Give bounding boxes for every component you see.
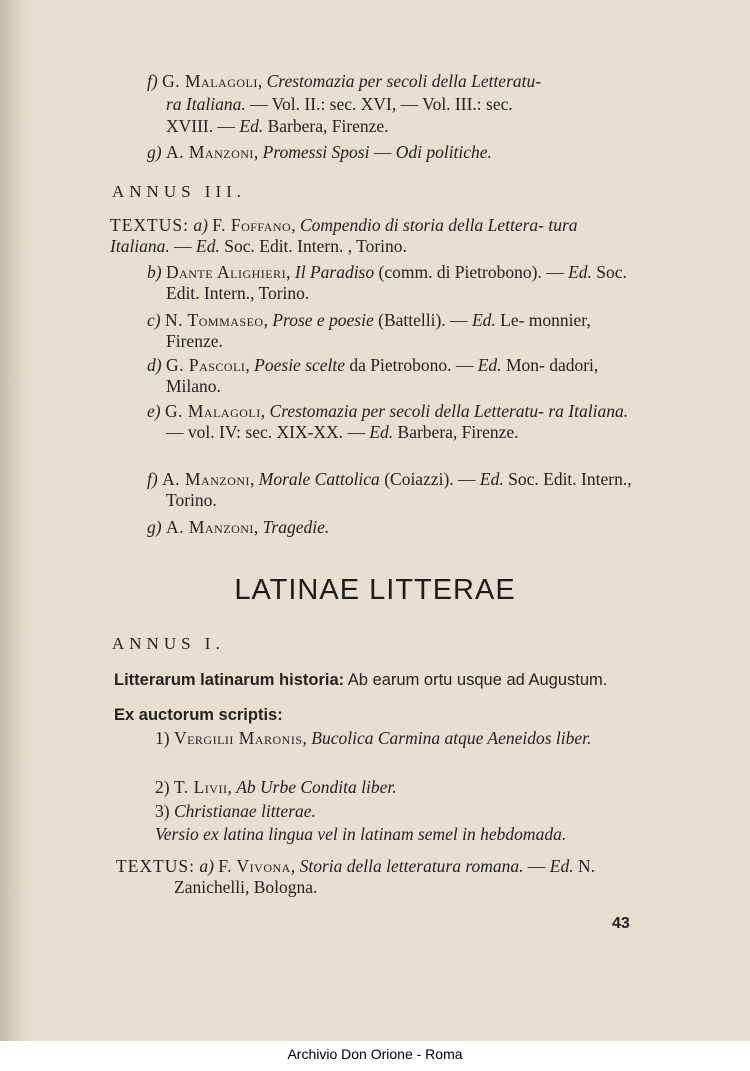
list-item: d) G. Pascoli, Poesie scelte da Pietrobono. — Ed. Mon- dadori, Milano. (147, 355, 599, 396)
list-item: TEXTUS: a) F. Foffano, Compendio di storia della Lettera- tura Italiana. — Ed. Soc. Edit. Intern. , Torino. (110, 215, 578, 256)
list-item: b) Dante Alighieri, Il Paradiso (comm. di Pietrobono). — Ed. Soc. Edit. Intern., Torino. (147, 262, 627, 303)
archive-footer: Archivio Don Orione - Roma (287, 1046, 463, 1062)
list-item: f) A. Manzoni, Morale Cattolica (Coiazzi). — Ed. Soc. Edit. Intern., Torino. (147, 469, 632, 510)
versio-line: Versio ex latina lingua vel in latinam semel in hebdomada. (155, 824, 567, 844)
page-number: 43 (612, 915, 630, 932)
list-item: g) A. Manzoni, Tragedie. (147, 517, 330, 537)
section-label-annus-i: ANNUS I. (112, 634, 225, 653)
historia-line: Litterarum latinarum historia: Ab earum ortu usque ad Augustum. (114, 671, 608, 689)
list-item: c) N. Tommaseo, Prose e poesie (Battelli). — Ed. Le- monnier, Firenze. (147, 310, 591, 351)
section-label-annus-iii: ANNUS III. (112, 182, 247, 201)
scriptis-label: Ex auctorum scriptis: (114, 706, 283, 724)
list-item: f) G. Malagoli, Crestomazia per secoli della Letteratu- (147, 71, 542, 91)
list-item: g) A. Manzoni, Promessi Sposi — Odi politiche. (147, 142, 492, 162)
list-item: 1) Vergilii Maronis, Bucolica Carmina atque Aeneidos liber. (155, 728, 592, 748)
list-item: 2) T. Livii, Ab Urbe Condita liber. (155, 777, 397, 797)
list-item: TEXTUS: a) F. Vivona, Storia della letteratura romana. — Ed. N. Zanichelli, Bologna. (116, 856, 596, 897)
list-item-continuation: ra Italiana. — Vol. II.: sec. XVI, — Vol. III.: sec. (166, 94, 513, 114)
list-item-continuation: XVIII. — Ed. Barbera, Firenze. (166, 116, 389, 136)
list-item: e) G. Malagoli, Crestomazia per secoli della Letteratu- ra Italiana. — vol. IV: sec. XIX-XX. — Ed. Barbera, Firenze. (147, 401, 629, 442)
section-heading: LATINAE LITTERAE (234, 574, 516, 606)
list-item: 3) Christianae litterae. (155, 801, 316, 821)
